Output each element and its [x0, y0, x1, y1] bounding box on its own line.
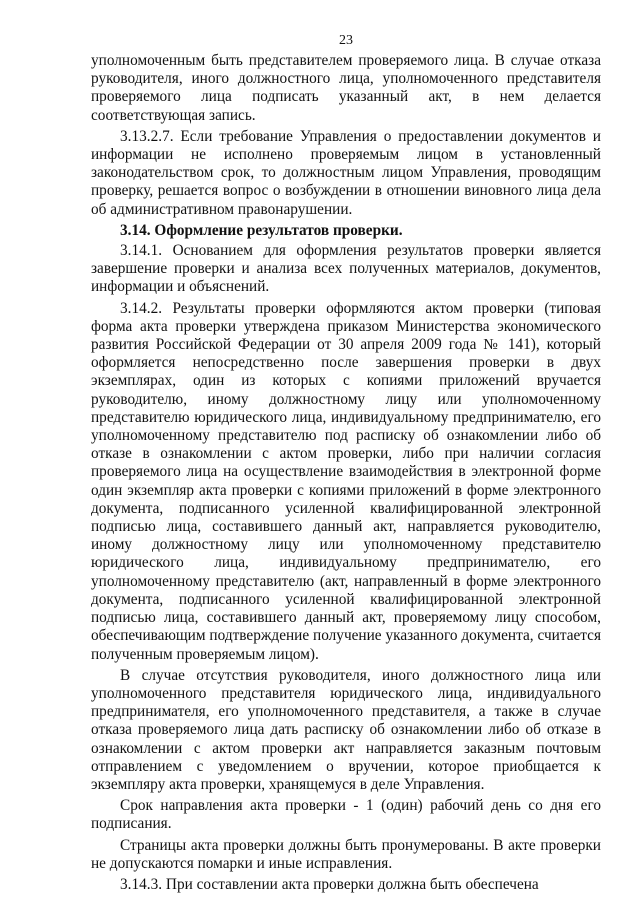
paragraph-3-14-2: 3.14.2. Результаты проверки оформляются актом проверки (типовая форма акта проверки утверждена приказом Министерства экономического развития Российской Федерации от 30 апреля 2009 года № 141), который оформляется непосредственно после завершения проверки в двух экземплярах, один из которых с копиями приложений вручается руководителю, иному должностному лицу или уполномоченному представителю юридического лица, индивидуальному предпринимателю, его уполномоченному представителю под расписку об ознакомлении либо об отказе в ознакомлении с актом проверки, либо при наличии согласия проверяемого лица на осуществление взаимодействия в электронной форме один экземпляр акта проверки с копиями приложений в форме электронного документа, подписанного усиленной квалифицированной электронной подписью лица, составившего данный акт, направляется руководителю, иному должностному лицу или уполномоченному представителю юридического лица, индивидуальному предпринимателю, его уполномоченному представителю (акт, направленный в форме электронного документа, подписанного усиленной квалифицированной электронной подписью лица, составившего данный акт, проверяемому лицу способом, обеспечивающим подтверждение получение указанного документа, считается полученным проверяемым лицом).	[91, 299, 601, 663]
paragraph-3-14-1: 3.14.1. Основанием для оформления результатов проверки является завершение проверки и анализа всех полученных материалов, документов, информации и объяснений.	[91, 242, 601, 296]
paragraph-absence-case: В случае отсутствия руководителя, иного должностного лица или уполномоченного представителя юридического лица, индивидуального предпринимателя, его уполномоченного представителя, а также в случае отказа проверяемого лица дать расписку об ознакомлении либо об отказе в ознакомлении с актом проверки акт направляется заказным почтовым отправлением с уведомлением о вручении, которое приобщается к экземпляру акта проверки, хранящемуся в деле Управления.	[91, 666, 601, 793]
paragraph-sending-term: Срок направления акта проверки - 1 (один) рабочий день со дня его подписания.	[91, 797, 601, 833]
section-heading-3-14: 3.14. Оформление результатов проверки.	[120, 221, 403, 239]
page-number: 23	[339, 33, 353, 48]
document-page	[91, 0, 601, 905]
paragraph-continued: уполномоченным быть представителем проверяемого лица. В случае отказа руководителя, иного должностного лица, уполномоченного представителя проверяемого лица подписать указанный акт, в нем делается соответствующая запись.	[91, 52, 601, 124]
paragraph-3-14-3: 3.14.3. При составлении акта проверки должна быть обеспечена	[120, 875, 539, 893]
paragraph-3-13-2-7: 3.13.2.7. Если требование Управления о предоставлении документов и информации не исполнено проверяемым лицом в установленный законодательством срок, то должностным лицом Управления, проводящим проверку, решается вопрос о возбуждении в отношении виновного лица дела об административном правонарушении.	[91, 127, 601, 218]
paragraph-page-numbering: Страницы акта проверки должны быть пронумерованы. В акте проверки не допускаются помарки и иные исправления.	[91, 836, 601, 872]
document-body	[91, 52, 601, 897]
